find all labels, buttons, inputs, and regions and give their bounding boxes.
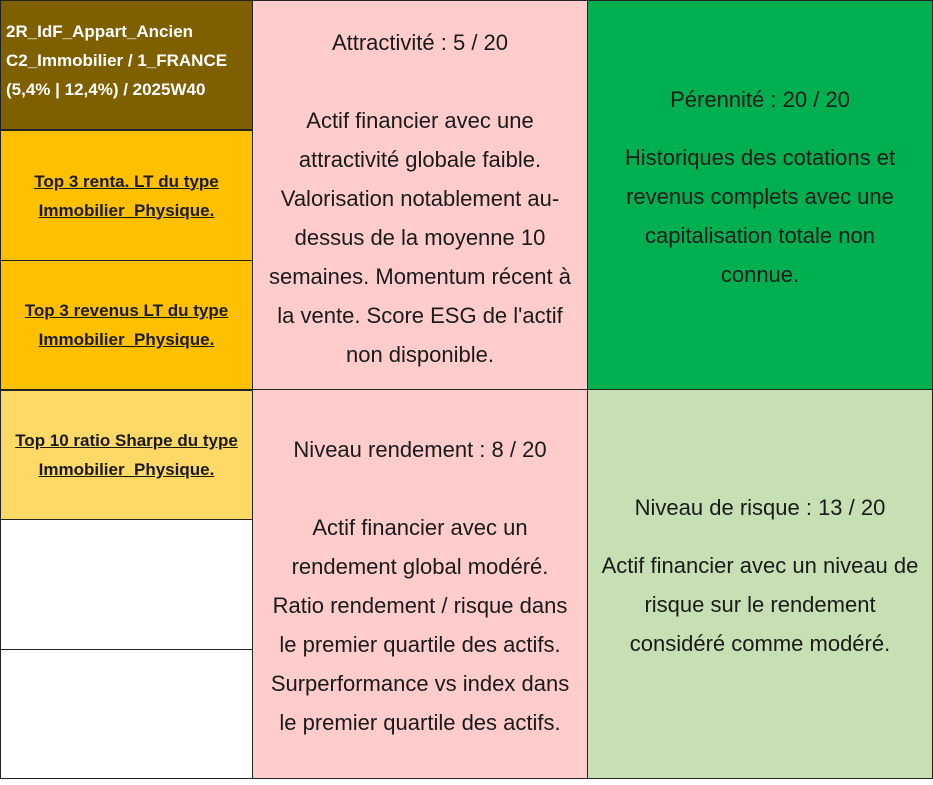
attractivite-line: Valorisation notablement au-	[280, 186, 560, 211]
attractivite-line: semaines. Momentum récent à	[268, 264, 572, 289]
perennite-description	[588, 138, 932, 294]
rendement-score: Niveau rendement : 8 / 20	[293, 437, 547, 462]
asset-header	[0, 0, 253, 130]
top3-revenus-cell[interactable]	[0, 260, 253, 390]
top10-sharpe-line1[interactable]: Top 10 ratio Sharpe du type	[15, 431, 238, 450]
rendement-line: le premier quartile des actifs.	[279, 710, 561, 735]
attractivite-cell	[252, 0, 588, 390]
risque-line: risque sur le rendement	[644, 592, 876, 617]
empty-cell-1	[0, 519, 253, 650]
attractivite-line: la vente. Score ESG de l'actif	[277, 303, 563, 328]
rendement-line: Ratio rendement / risque dans	[272, 593, 568, 618]
attractivite-line: attractivité globale faible.	[298, 147, 542, 172]
empty-cell-2	[0, 649, 253, 779]
risque-line: considéré comme modéré.	[629, 631, 891, 656]
asset-returns-week: (5,4% | 12,4%) / 2025W40	[6, 80, 206, 99]
perennite-line: connue.	[720, 262, 800, 287]
asset-name: 2R_IdF_Appart_Ancien	[6, 22, 194, 41]
top3-renta-line1[interactable]: Top 3 renta. LT du type	[34, 171, 219, 191]
top10-sharpe-cell[interactable]	[0, 390, 253, 520]
perennite-cell	[587, 0, 933, 390]
rendement-description	[253, 508, 587, 742]
attractivite-line: non disponible.	[345, 342, 494, 367]
rendement-line: Actif financier avec un	[312, 515, 528, 540]
top10-sharpe-line2[interactable]: Immobilier_Physique.	[38, 460, 215, 479]
top3-revenus-line2[interactable]: Immobilier_Physique.	[38, 330, 215, 349]
risque-cell	[587, 389, 933, 779]
attractivite-line: Actif financier avec une	[306, 108, 534, 133]
rendement-line: le premier quartile des actifs.	[279, 632, 561, 657]
attractivite-description	[253, 101, 587, 374]
rendement-line: rendement global modéré.	[291, 554, 549, 579]
attractivite-line: dessus de la moyenne 10	[294, 225, 546, 250]
top10-sharpe-link[interactable]	[15, 426, 238, 484]
rendement-cell	[252, 389, 588, 779]
asset-category: C2_Immobilier / 1_FRANCE	[6, 51, 228, 70]
top3-renta-link[interactable]	[34, 167, 219, 225]
perennite-line: Historiques des cotations et	[624, 145, 896, 170]
risque-description	[588, 546, 932, 663]
risque-score: Niveau de risque : 13 / 20	[634, 495, 886, 520]
rendement-line: Surperformance vs index dans	[270, 671, 570, 696]
top3-renta-line2[interactable]: Immobilier_Physique.	[38, 200, 215, 220]
perennite-line: capitalisation totale non	[645, 223, 875, 248]
top3-revenus-link[interactable]	[25, 296, 228, 354]
perennite-line: revenus complets avec une	[626, 184, 894, 209]
attractivite-score: Attractivité : 5 / 20	[331, 30, 509, 55]
perennite-score: Pérennité : 20 / 20	[670, 87, 850, 112]
risque-line: Actif financier avec un niveau de	[601, 553, 919, 578]
top3-renta-cell[interactable]	[0, 130, 253, 261]
top3-revenus-line1[interactable]: Top 3 revenus LT du type	[24, 301, 229, 320]
